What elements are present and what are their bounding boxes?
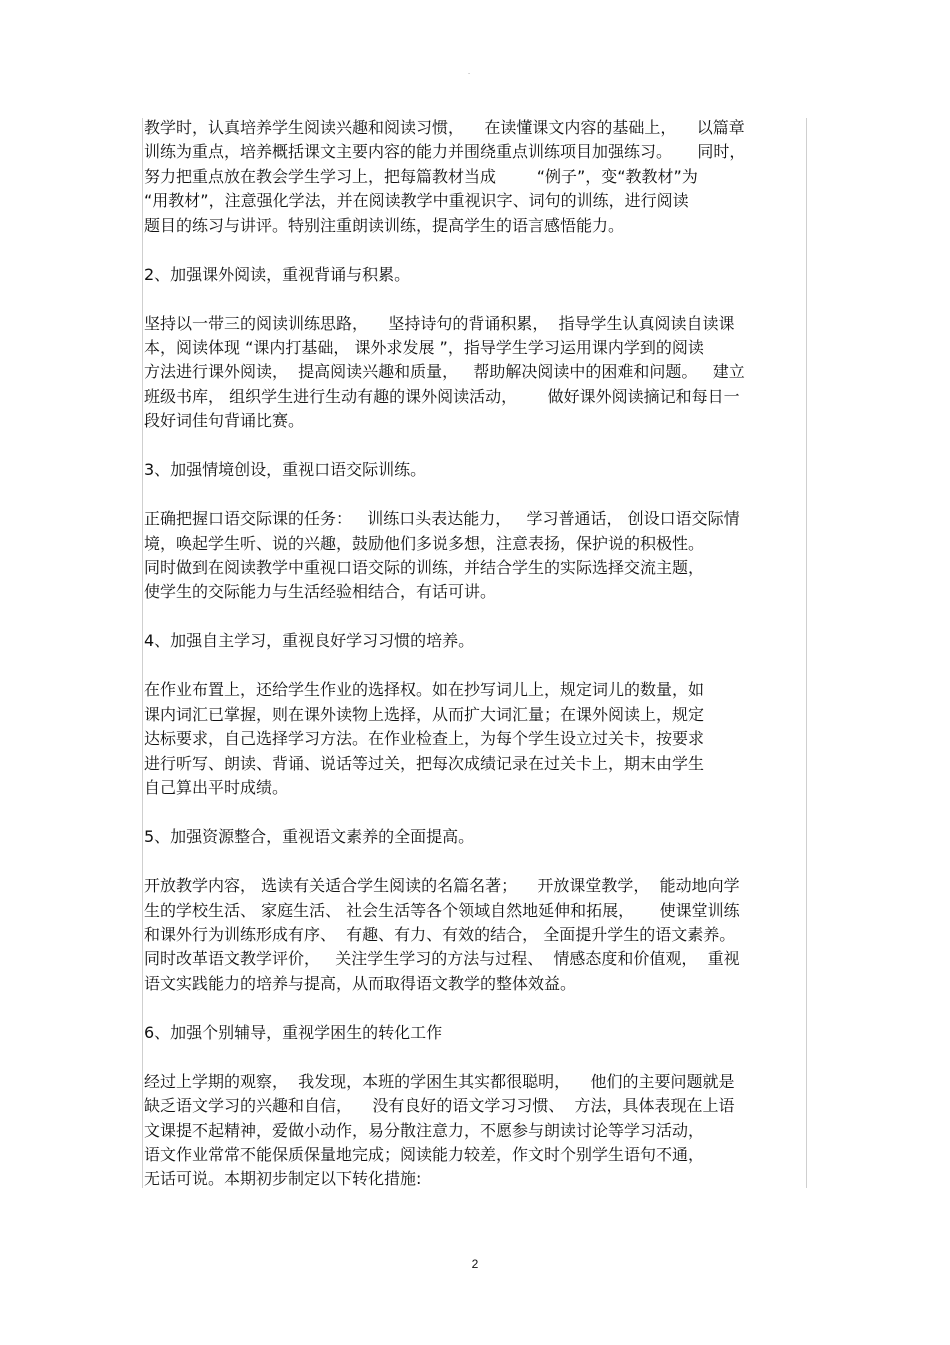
text-line: 在作业布置上，还给学生作业的选择权。如在抄写词儿上，规定词儿的数量，如 xyxy=(144,680,705,700)
paragraph xyxy=(144,116,806,238)
text-line: 6、加强个别辅导，重视学困生的转化工作 xyxy=(144,1022,443,1042)
text-line: 文课提不起精神，爱做小动作，易分散注意力，不愿参与朗读讨论等学习活动， xyxy=(144,1120,705,1140)
frame-right-border xyxy=(806,118,807,1188)
paragraph xyxy=(144,678,806,800)
text-line: 正确把握口语交际课的任务： 训练口头表达能力， 学习普通话， 创设口语交际情 xyxy=(144,509,740,529)
text-line: 课内词汇已掌握，则在课外读物上选择，从而扩大词汇量；在课外阅读上，规定 xyxy=(144,704,705,724)
text-line: 坚持以一带三的阅读训练思路， 坚持诗句的背诵积累， 指导学生认真阅读自读课 xyxy=(144,313,735,333)
text-line: 本，阅读体现 “课内打基础， 课外求发展 ”，指导学生学习运用课内学到的阅读 xyxy=(144,338,704,358)
paragraph xyxy=(144,507,806,605)
body-text xyxy=(144,116,806,1216)
text-line: 训练为重点，培养概括课文主要内容的能力并围绕重点训练项目加强练习。 同时， xyxy=(144,142,746,162)
page-number: 2 xyxy=(471,1257,479,1271)
text-line: 班级书库， 组织学生进行生动有趣的课外阅读活动， 做好课外阅读摘记和每日一 xyxy=(144,386,740,406)
text-line: 缺乏语文学习的兴趣和自信， 没有良好的语文学习习惯、 方法，具体表现在上语 xyxy=(144,1096,735,1116)
section-heading xyxy=(144,825,806,849)
text-line: 同时改革语文教学评价， 关注学生学习的方法与过程、 情感态度和价值观， 重视 xyxy=(144,949,740,969)
text-line: 自己算出平时成绩。 xyxy=(144,778,289,798)
section-heading xyxy=(144,458,806,482)
text-line: 经过上学期的观察， 我发现，本班的学困生其实都很聪明， 他们的主要问题就是 xyxy=(144,1071,735,1091)
frame-left-border xyxy=(142,118,143,1188)
text-line: 无话可说。本期初步制定以下转化措施: xyxy=(144,1169,422,1189)
text-line: 同时做到在阅读教学中重视口语交际的训练，并结合学生的实际选择交流主题， xyxy=(144,558,705,578)
text-line: 生的学校生活、 家庭生活、 社会生活等各个领域自然地延伸和拓展， 使课堂训练 xyxy=(144,900,740,920)
text-line: 4、加强自主学习，重视良好学习习惯的培养。 xyxy=(144,631,475,651)
section-heading xyxy=(144,1021,806,1045)
text-line: 题目的练习与讲评。特别注重朗读训练，提高学生的语言感悟能力。 xyxy=(144,215,625,235)
text-line: 达标要求，自己选择学习方法。在作业检查上，为每个学生设立过关卡，按要求 xyxy=(144,729,705,749)
paragraph xyxy=(144,1070,806,1192)
text-line: 段好词佳句背诵比赛。 xyxy=(144,411,305,431)
text-line: 教学时，认真培养学生阅读兴趣和阅读习惯， 在读懂课文内容的基础上， 以篇章 xyxy=(144,118,745,137)
text-line: 5、加强资源整合，重视语文素养的全面提高。 xyxy=(144,827,475,847)
text-line: 努力把重点放在教会学生学习上，把每篇教材当成 “例子”，变“教教材”为 xyxy=(144,166,698,186)
text-line: 使学生的交际能力与生活经验相结合，有话可讲。 xyxy=(144,582,497,602)
section-heading xyxy=(144,263,806,287)
text-line: 语文作业常常不能保质保量地完成；阅读能力较差，作文时个别学生语句不通， xyxy=(144,1144,705,1164)
section-heading xyxy=(144,629,806,653)
text-line: 和课外行为训练形成有序、 有趣、有力、有效的结合， 全面提升学生的语文素养。 xyxy=(144,924,736,944)
text-line: 3、加强情境创设，重视口语交际训练。 xyxy=(144,460,427,480)
text-line: 方法进行课外阅读， 提高阅读兴趣和质量， 帮助解决阅读中的困难和问题。 建立 xyxy=(144,362,745,382)
text-line: 开放教学内容， 选读有关适合学生阅读的名篇名著； 开放课堂教学， 能动地向学 xyxy=(144,876,740,896)
text-line: 境，唤起学生听、说的兴趣，鼓励他们多说多想，注意表扬，保护说的积极性。 xyxy=(144,533,705,553)
header-mark: - xyxy=(468,70,471,77)
paragraph xyxy=(144,312,806,434)
text-line: 进行听写、朗读、背诵、说话等过关，把每次成绩记录在过关卡上，期末由学生 xyxy=(144,753,705,773)
text-line: 语文实践能力的培养与提高，从而取得语文教学的整体效益。 xyxy=(144,973,577,993)
paragraph xyxy=(144,874,806,996)
text-line: 2、加强课外阅读，重视背诵与积累。 xyxy=(144,264,411,284)
text-line: “用教材”，注意强化学法，并在阅读教学中重视识字、词句的训练，进行阅读 xyxy=(144,191,689,211)
